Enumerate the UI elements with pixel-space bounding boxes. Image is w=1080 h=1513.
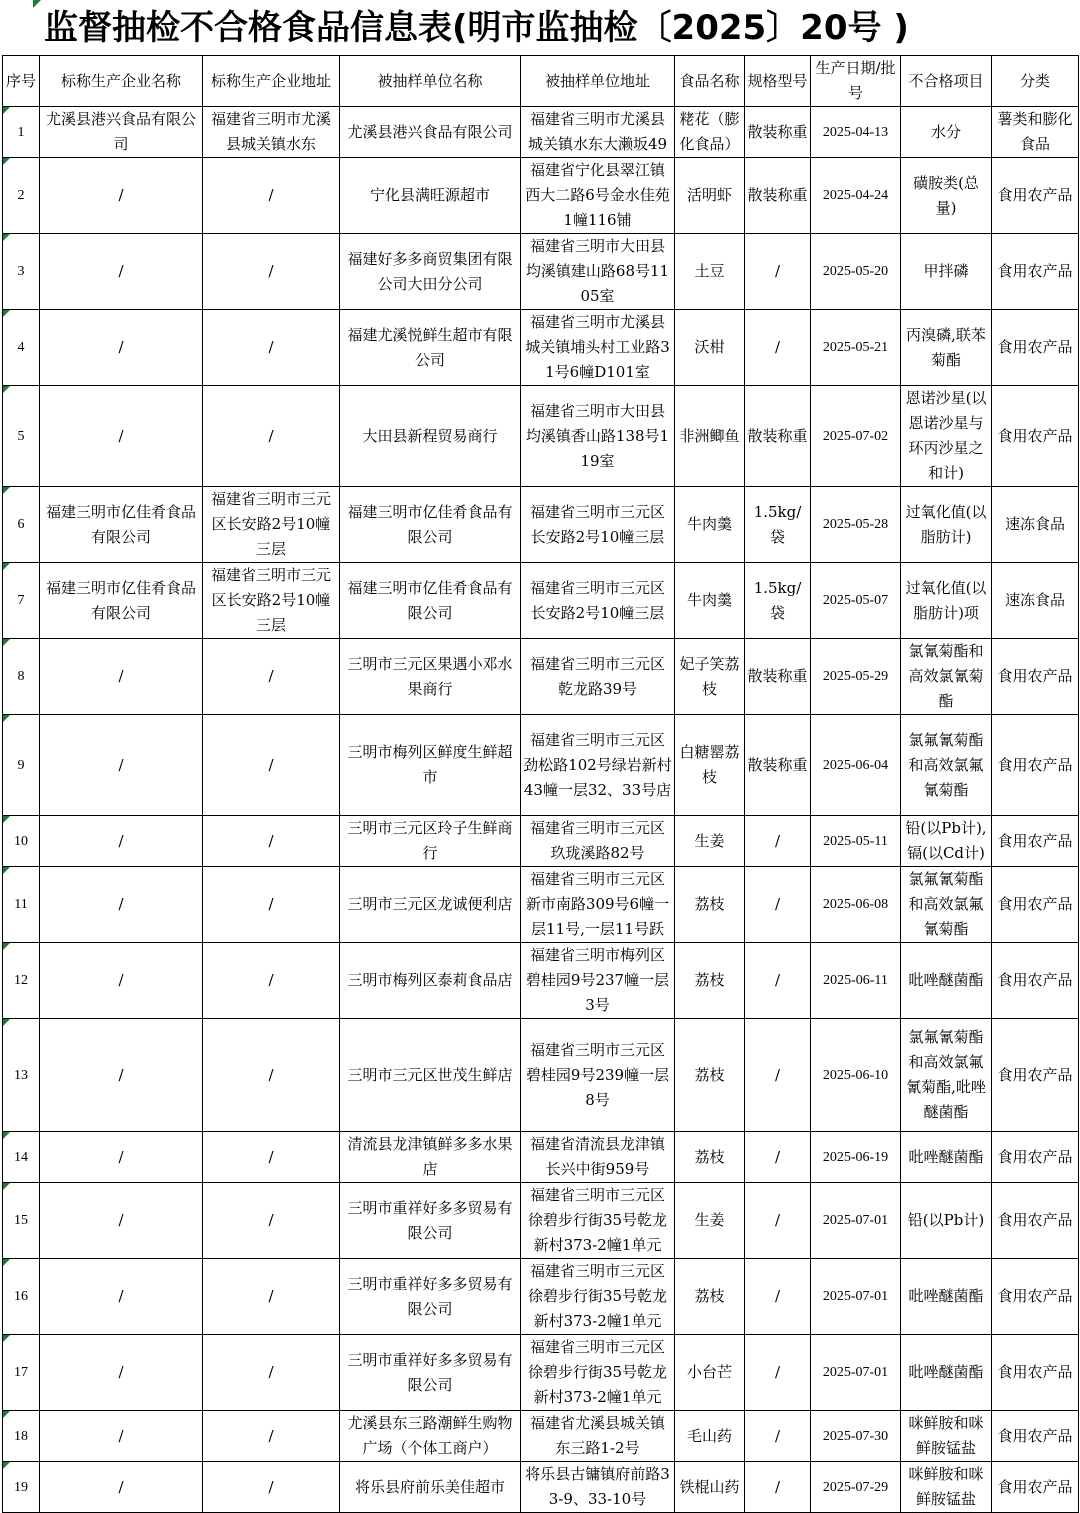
cell-producer-address: /	[203, 943, 340, 1019]
cell-failed-item: 过氧化值(以脂肪计)项	[901, 563, 992, 639]
cell-category: 食用农产品	[992, 1183, 1079, 1259]
table-row	[3, 487, 1079, 563]
cell-failed-item: 丙溴磷,联苯菊酯	[901, 310, 992, 386]
cell-spec: /	[745, 1411, 811, 1462]
cell-food-name: 荔枝	[675, 1259, 745, 1335]
cell-sampled-unit-name: 三明市三元区玲子生鲜商行	[340, 816, 521, 867]
table-row	[3, 234, 1079, 310]
cell-producer-address: /	[203, 1462, 340, 1513]
cell-sampled-unit-address: 福建省清流县龙津镇长兴中街959号	[521, 1132, 675, 1183]
cell-producer-name: /	[40, 158, 203, 234]
cell-marker-icon	[3, 867, 10, 874]
cell-producer-address: /	[203, 158, 340, 234]
cell-seq: 3	[3, 234, 40, 310]
cell-food-name: 妃子笑荔枝	[675, 639, 745, 715]
cell-failed-item: 铅(以Pb计)	[901, 1183, 992, 1259]
cell-producer-address: /	[203, 639, 340, 715]
cell-sampled-unit-address: 福建省宁化县翠江镇西大二路6号金水佳苑1幢116铺	[521, 158, 675, 234]
cell-food-name: 铁棍山药	[675, 1462, 745, 1513]
cell-spec: 1.5kg/袋	[745, 487, 811, 563]
header-failed-item: 不合格项目	[901, 56, 992, 107]
cell-marker-icon	[3, 107, 10, 114]
cell-food-name: 生姜	[675, 1183, 745, 1259]
cell-sampled-unit-address: 福建省三明市三元区徐碧步行街35号乾龙新村373-2幢1单元	[521, 1259, 675, 1335]
table-row	[3, 310, 1079, 386]
cell-food-name: 荔枝	[675, 943, 745, 1019]
cell-category: 速冻食品	[992, 487, 1079, 563]
table-row	[3, 867, 1079, 943]
cell-sampled-unit-name: 三明市三元区龙诚便利店	[340, 867, 521, 943]
table-row	[3, 158, 1079, 234]
cell-marker-icon	[3, 234, 10, 241]
header-food-name: 食品名称	[675, 56, 745, 107]
cell-sampled-unit-address: 福建省三明市尤溪县城关镇水东大濑坂49	[521, 107, 675, 158]
cell-spec: /	[745, 310, 811, 386]
cell-category: 食用农产品	[992, 386, 1079, 487]
cell-marker-icon	[33, 0, 41, 8]
cell-sampled-unit-address: 福建省尤溪县城关镇东三路1-2号	[521, 1411, 675, 1462]
cell-producer-address: /	[203, 1411, 340, 1462]
cell-production-date: 2025-06-04	[811, 715, 901, 816]
cell-failed-item: 氯氟氰菊酯和高效氯氟氰菊酯	[901, 867, 992, 943]
table-row	[3, 1411, 1079, 1462]
header-category: 分类	[992, 56, 1079, 107]
cell-failed-item: 吡唑醚菌酯	[901, 1259, 992, 1335]
cell-spec: /	[745, 1259, 811, 1335]
cell-producer-address: /	[203, 1335, 340, 1411]
cell-producer-address: /	[203, 1132, 340, 1183]
cell-sampled-unit-name: 福建三明市亿佳肴食品有限公司	[340, 487, 521, 563]
header-producer-address: 标称生产企业地址	[203, 56, 340, 107]
cell-sampled-unit-name: 三明市三元区果遇小邓水果商行	[340, 639, 521, 715]
cell-producer-name: /	[40, 715, 203, 816]
cell-spec: /	[745, 867, 811, 943]
cell-producer-address: /	[203, 1183, 340, 1259]
cell-failed-item: 磺胺类(总量)	[901, 158, 992, 234]
table-row	[3, 1335, 1079, 1411]
cell-marker-icon	[3, 1335, 10, 1342]
cell-marker-icon	[3, 1019, 10, 1026]
cell-food-name: 小台芒	[675, 1335, 745, 1411]
cell-food-name: 牛肉羹	[675, 487, 745, 563]
cell-seq: 15	[3, 1183, 40, 1259]
cell-sampled-unit-name: 三明市梅列区泰莉食品店	[340, 943, 521, 1019]
cell-food-name: 非洲鲫鱼	[675, 386, 745, 487]
cell-food-name: 沃柑	[675, 310, 745, 386]
cell-spec: 散装称重	[745, 386, 811, 487]
cell-sampled-unit-name: 福建好多多商贸集团有限公司大田分公司	[340, 234, 521, 310]
cell-category: 食用农产品	[992, 639, 1079, 715]
cell-category: 食用农产品	[992, 867, 1079, 943]
cell-seq: 10	[3, 816, 40, 867]
cell-sampled-unit-address: 福建省三明市三元区玖珑溪路82号	[521, 816, 675, 867]
cell-food-name: 生姜	[675, 816, 745, 867]
cell-production-date: 2025-07-01	[811, 1259, 901, 1335]
cell-producer-name: /	[40, 386, 203, 487]
cell-production-date: 2025-05-20	[811, 234, 901, 310]
title-bar	[0, 0, 1080, 54]
cell-sampled-unit-name: 宁化县满旺源超市	[340, 158, 521, 234]
header-sampled-unit-name: 被抽样单位名称	[340, 56, 521, 107]
table-row	[3, 563, 1079, 639]
cell-seq: 16	[3, 1259, 40, 1335]
table-row	[3, 1132, 1079, 1183]
cell-spec: 散装称重	[745, 158, 811, 234]
cell-sampled-unit-address: 福建省三明市三元区长安路2号10幢三层	[521, 487, 675, 563]
cell-spec: /	[745, 234, 811, 310]
cell-sampled-unit-name: 福建三明市亿佳肴食品有限公司	[340, 563, 521, 639]
cell-marker-icon	[3, 158, 10, 165]
table-row	[3, 1259, 1079, 1335]
cell-production-date: 2025-05-21	[811, 310, 901, 386]
cell-seq: 11	[3, 867, 40, 943]
cell-category: 食用农产品	[992, 310, 1079, 386]
cell-seq: 5	[3, 386, 40, 487]
cell-food-name: 毛山药	[675, 1411, 745, 1462]
cell-production-date: 2025-07-02	[811, 386, 901, 487]
cell-sampled-unit-name: 三明市梅列区鲜度生鲜超市	[340, 715, 521, 816]
cell-sampled-unit-address: 福建省三明市三元区徐碧步行街35号乾龙新村373-2幢1单元	[521, 1335, 675, 1411]
cell-sampled-unit-address: 将乐县古镛镇府前路33-9、33-10号	[521, 1462, 675, 1513]
cell-seq: 7	[3, 563, 40, 639]
cell-producer-name: /	[40, 867, 203, 943]
cell-producer-address: /	[203, 867, 340, 943]
cell-seq: 4	[3, 310, 40, 386]
cell-production-date: 2025-07-29	[811, 1462, 901, 1513]
cell-marker-icon	[3, 816, 10, 823]
cell-marker-icon	[3, 1259, 10, 1266]
cell-category: 食用农产品	[992, 1335, 1079, 1411]
cell-category: 薯类和膨化食品	[992, 107, 1079, 158]
cell-failed-item: 氯氟氰菊酯和高效氯氟氰菊酯	[901, 715, 992, 816]
cell-production-date: 2025-06-19	[811, 1132, 901, 1183]
cell-production-date: 2025-04-24	[811, 158, 901, 234]
cell-producer-name: /	[40, 1019, 203, 1132]
cell-failed-item: 过氧化值(以脂肪计)	[901, 487, 992, 563]
cell-production-date: 2025-07-01	[811, 1335, 901, 1411]
cell-production-date: 2025-06-08	[811, 867, 901, 943]
cell-producer-address: /	[203, 1019, 340, 1132]
cell-food-name: 荔枝	[675, 1019, 745, 1132]
cell-marker-icon	[3, 715, 10, 722]
cell-category: 食用农产品	[992, 158, 1079, 234]
cell-sampled-unit-name: 清流县龙津镇鲜多多水果店	[340, 1132, 521, 1183]
cell-marker-icon	[3, 1411, 10, 1418]
cell-producer-address: /	[203, 234, 340, 310]
table-row	[3, 1183, 1079, 1259]
cell-sampled-unit-name: 尤溪县港兴食品有限公司	[340, 107, 521, 158]
cell-sampled-unit-address: 福建省三明市三元区劲松路102号绿岩新村43幢一层32、33号店	[521, 715, 675, 816]
cell-production-date: 2025-05-11	[811, 816, 901, 867]
cell-seq: 2	[3, 158, 40, 234]
cell-food-name: 牛肉羹	[675, 563, 745, 639]
table-row	[3, 639, 1079, 715]
cell-spec: /	[745, 1335, 811, 1411]
cell-marker-icon	[3, 1183, 10, 1190]
cell-sampled-unit-address: 福建省三明市三元区新市南路309号6幢一层11号,一层11号跃	[521, 867, 675, 943]
inspection-table	[2, 55, 1079, 1513]
cell-sampled-unit-address: 福建省三明市大田县均溪镇建山路68号1105室	[521, 234, 675, 310]
cell-sampled-unit-name: 三明市重祥好多多贸易有限公司	[340, 1335, 521, 1411]
cell-failed-item: 吡唑醚菌酯	[901, 1132, 992, 1183]
cell-marker-icon	[3, 1132, 10, 1139]
cell-failed-item: 咪鲜胺和咪鲜胺锰盐	[901, 1462, 992, 1513]
cell-seq: 9	[3, 715, 40, 816]
cell-marker-icon	[3, 386, 10, 393]
cell-category: 食用农产品	[992, 715, 1079, 816]
cell-sampled-unit-address: 福建省三明市大田县均溪镇香山路138号119室	[521, 386, 675, 487]
cell-production-date: 2025-06-11	[811, 943, 901, 1019]
cell-producer-name: 尤溪县港兴食品有限公司	[40, 107, 203, 158]
table-row	[3, 715, 1079, 816]
cell-category: 食用农产品	[992, 234, 1079, 310]
table-row	[3, 1019, 1079, 1132]
cell-producer-name: /	[40, 943, 203, 1019]
cell-producer-name: /	[40, 1335, 203, 1411]
header-seq: 序号	[3, 56, 40, 107]
cell-category: 食用农产品	[992, 943, 1079, 1019]
cell-seq: 6	[3, 487, 40, 563]
header-spec: 规格型号	[745, 56, 811, 107]
cell-sampled-unit-address: 福建省三明市三元区乾龙路39号	[521, 639, 675, 715]
cell-failed-item: 氯氰菊酯和高效氯氰菊酯	[901, 639, 992, 715]
cell-production-date: 2025-06-10	[811, 1019, 901, 1132]
cell-sampled-unit-address: 福建省三明市三元区长安路2号10幢三层	[521, 563, 675, 639]
cell-sampled-unit-name: 福建尤溪悦鲜生超市有限公司	[340, 310, 521, 386]
cell-spec: /	[745, 1132, 811, 1183]
cell-category: 速冻食品	[992, 563, 1079, 639]
cell-producer-address: /	[203, 715, 340, 816]
cell-category: 食用农产品	[992, 1462, 1079, 1513]
cell-failed-item: 甲拌磷	[901, 234, 992, 310]
cell-seq: 12	[3, 943, 40, 1019]
cell-production-date: 2025-05-29	[811, 639, 901, 715]
cell-sampled-unit-name: 三明市三元区世茂生鲜店	[340, 1019, 521, 1132]
cell-producer-name: /	[40, 1132, 203, 1183]
cell-producer-address: 福建省三明市三元区长安路2号10幢三层	[203, 563, 340, 639]
cell-category: 食用农产品	[992, 1259, 1079, 1335]
table-row	[3, 386, 1079, 487]
cell-spec: 散装称重	[745, 639, 811, 715]
cell-marker-icon	[3, 563, 10, 570]
cell-failed-item: 咪鲜胺和咪鲜胺锰盐	[901, 1411, 992, 1462]
cell-spec: /	[745, 1183, 811, 1259]
cell-spec: /	[745, 943, 811, 1019]
cell-sampled-unit-address: 福建省三明市三元区徐碧步行街35号乾龙新村373-2幢1单元	[521, 1183, 675, 1259]
cell-sampled-unit-name: 三明市重祥好多多贸易有限公司	[340, 1183, 521, 1259]
cell-producer-name: /	[40, 1183, 203, 1259]
cell-producer-address: 福建省三明市尤溪县城关镇水东	[203, 107, 340, 158]
cell-sampled-unit-name: 大田县新程贸易商行	[340, 386, 521, 487]
cell-food-name: 粩花（膨化食品）	[675, 107, 745, 158]
table-row	[3, 816, 1079, 867]
cell-producer-name: /	[40, 1411, 203, 1462]
cell-food-name: 活明虾	[675, 158, 745, 234]
cell-producer-name: /	[40, 310, 203, 386]
cell-failed-item: 氯氟氰菊酯和高效氯氟氰菊酯,吡唑醚菌酯	[901, 1019, 992, 1132]
cell-failed-item: 铅(以Pb计),镉(以Cd计)	[901, 816, 992, 867]
header-sampled-unit-address: 被抽样单位地址	[521, 56, 675, 107]
cell-spec: 1.5kg/袋	[745, 563, 811, 639]
page-title: 监督抽检不合格食品信息表(明市监抽检〔2025〕20号 )	[44, 8, 909, 48]
cell-category: 食用农产品	[992, 816, 1079, 867]
cell-food-name: 荔枝	[675, 867, 745, 943]
cell-seq: 8	[3, 639, 40, 715]
cell-seq: 13	[3, 1019, 40, 1132]
table-row	[3, 1462, 1079, 1513]
cell-producer-name: /	[40, 1462, 203, 1513]
cell-producer-name: 福建三明市亿佳肴食品有限公司	[40, 487, 203, 563]
cell-sampled-unit-name: 将乐县府前乐美佳超市	[340, 1462, 521, 1513]
cell-production-date: 2025-07-01	[811, 1183, 901, 1259]
cell-sampled-unit-address: 福建省三明市梅列区碧桂园9号237幢一层3号	[521, 943, 675, 1019]
cell-marker-icon	[3, 943, 10, 950]
cell-category: 食用农产品	[992, 1132, 1079, 1183]
cell-food-name: 白糖罂荔枝	[675, 715, 745, 816]
cell-marker-icon	[3, 310, 10, 317]
cell-sampled-unit-name: 尤溪县东三路潮鲜生购物广场（个体工商户）	[340, 1411, 521, 1462]
cell-producer-name: /	[40, 234, 203, 310]
cell-seq: 17	[3, 1335, 40, 1411]
cell-producer-address: /	[203, 386, 340, 487]
cell-failed-item: 吡唑醚菌酯	[901, 943, 992, 1019]
cell-producer-name: 福建三明市亿佳肴食品有限公司	[40, 563, 203, 639]
cell-category: 食用农产品	[992, 1019, 1079, 1132]
cell-sampled-unit-address: 福建省三明市三元区碧桂园9号239幢一层8号	[521, 1019, 675, 1132]
table-row	[3, 107, 1079, 158]
cell-producer-name: /	[40, 816, 203, 867]
cell-spec: /	[745, 1462, 811, 1513]
cell-spec: /	[745, 1019, 811, 1132]
cell-producer-address: 福建省三明市三元区长安路2号10幢三层	[203, 487, 340, 563]
cell-seq: 14	[3, 1132, 40, 1183]
cell-sampled-unit-name: 三明市重祥好多多贸易有限公司	[340, 1259, 521, 1335]
cell-producer-address: /	[203, 1259, 340, 1335]
table-header-row	[3, 56, 1079, 107]
cell-producer-address: /	[203, 310, 340, 386]
cell-producer-name: /	[40, 639, 203, 715]
cell-production-date: 2025-05-07	[811, 563, 901, 639]
cell-spec: 散装称重	[745, 107, 811, 158]
cell-food-name: 荔枝	[675, 1132, 745, 1183]
cell-seq: 18	[3, 1411, 40, 1462]
cell-marker-icon	[3, 639, 10, 646]
cell-production-date: 2025-07-30	[811, 1411, 901, 1462]
cell-production-date: 2025-05-28	[811, 487, 901, 563]
cell-spec: 散装称重	[745, 715, 811, 816]
table-row	[3, 943, 1079, 1019]
cell-seq: 19	[3, 1462, 40, 1513]
cell-failed-item: 恩诺沙星(以恩诺沙星与环丙沙星之和计)	[901, 386, 992, 487]
cell-spec: /	[745, 816, 811, 867]
cell-marker-icon	[3, 1462, 10, 1469]
header-producer-name: 标称生产企业名称	[40, 56, 203, 107]
cell-category: 食用农产品	[992, 1411, 1079, 1462]
cell-producer-name: /	[40, 1259, 203, 1335]
cell-seq: 1	[3, 107, 40, 158]
cell-failed-item: 水分	[901, 107, 992, 158]
cell-marker-icon	[3, 487, 10, 494]
cell-failed-item: 吡唑醚菌酯	[901, 1335, 992, 1411]
cell-production-date: 2025-04-13	[811, 107, 901, 158]
cell-food-name: 土豆	[675, 234, 745, 310]
header-production-date: 生产日期/批号	[811, 56, 901, 107]
cell-producer-address: /	[203, 816, 340, 867]
cell-sampled-unit-address: 福建省三明市尤溪县城关镇埔头村工业路31号6幢D101室	[521, 310, 675, 386]
